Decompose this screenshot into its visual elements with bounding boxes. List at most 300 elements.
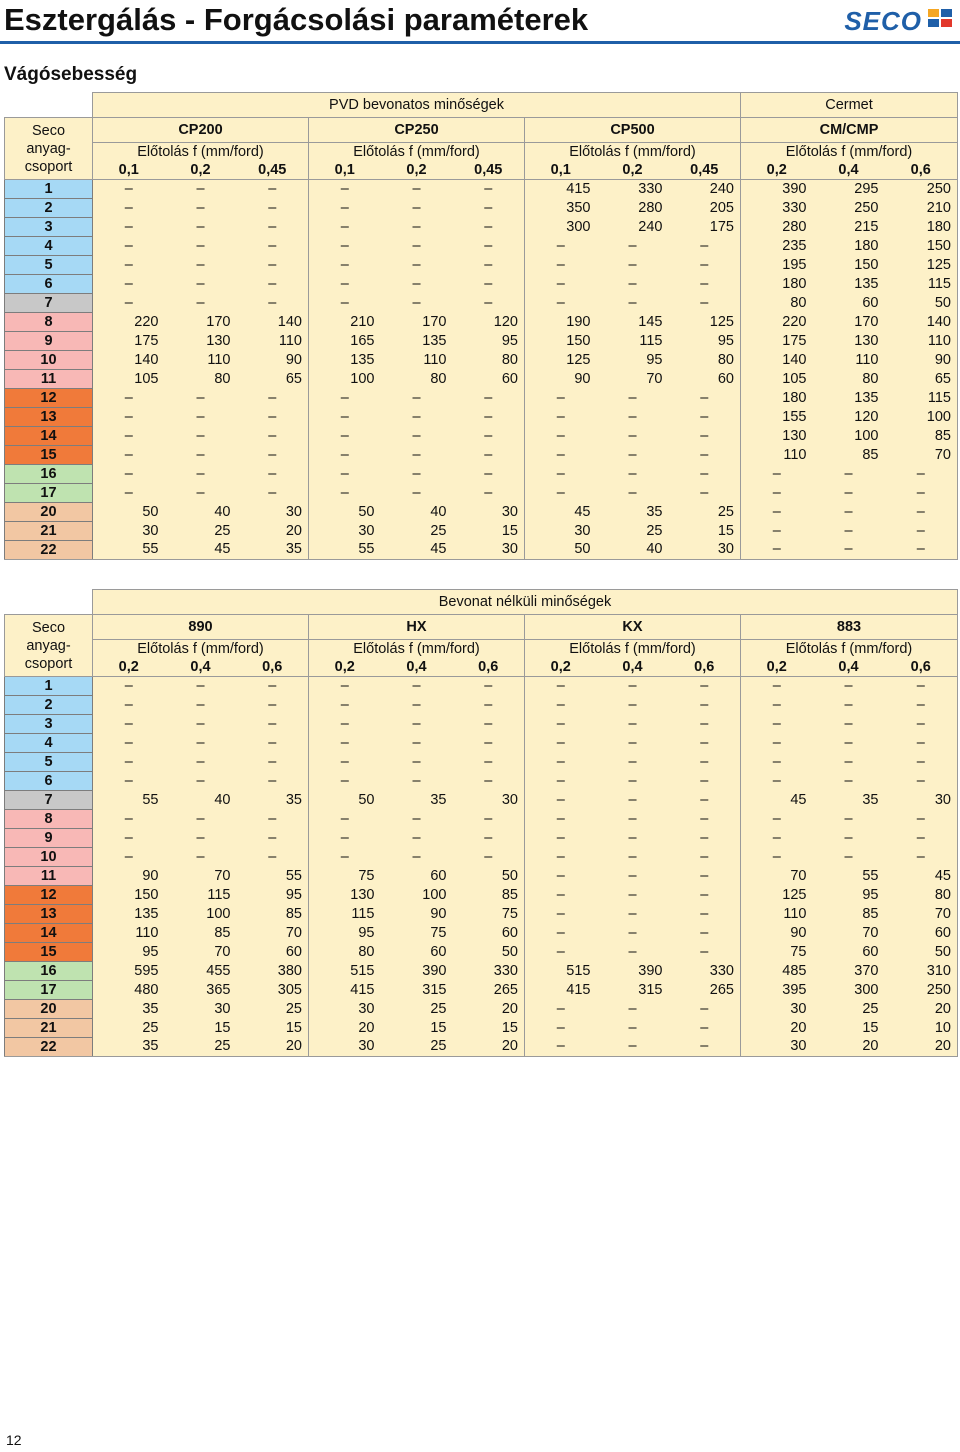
cutting-speed-value: – — [381, 753, 453, 772]
cutting-speed-value: – — [93, 218, 165, 237]
cutting-speed-value: 15 — [453, 1019, 525, 1038]
cutting-speed-value: – — [93, 180, 165, 199]
cutting-speed-value: – — [813, 465, 885, 484]
cutting-speed-value: 80 — [381, 370, 453, 389]
cutting-speed-value: – — [165, 677, 237, 696]
cutting-speed-value: 25 — [381, 1000, 453, 1019]
cutting-speed-value: – — [597, 848, 669, 867]
cutting-speed-value: 145 — [597, 313, 669, 332]
material-group: 11 — [5, 867, 93, 886]
cutting-speed-value: – — [669, 677, 741, 696]
cutting-speed-value: – — [93, 484, 165, 503]
cutting-speed-value: – — [165, 256, 237, 275]
page-number: 12 — [6, 1432, 22, 1448]
cutting-speed-value: – — [93, 427, 165, 446]
cutting-speed-value: – — [597, 772, 669, 791]
cutting-speed-value: – — [525, 275, 597, 294]
material-group: 22 — [5, 1038, 93, 1057]
feed-value: 0,4 — [813, 161, 885, 180]
cutting-speed-value: 70 — [741, 867, 813, 886]
cutting-speed-value: 60 — [669, 370, 741, 389]
material-group: 6 — [5, 772, 93, 791]
cutting-speed-value: – — [381, 199, 453, 218]
cutting-speed-value: 30 — [741, 1038, 813, 1057]
cutting-speed-value: – — [669, 465, 741, 484]
cutting-speed-value: 40 — [381, 503, 453, 522]
cutting-speed-value: – — [309, 465, 381, 484]
cutting-speed-value: 220 — [741, 313, 813, 332]
cutting-speed-value: 455 — [165, 962, 237, 981]
cutting-speed-value: 140 — [237, 313, 309, 332]
feed-value: 0,2 — [741, 161, 813, 180]
cutting-speed-value: 175 — [669, 218, 741, 237]
cutting-speed-value: 180 — [741, 389, 813, 408]
cutting-speed-value: 30 — [309, 1038, 381, 1057]
material-group: 8 — [5, 810, 93, 829]
cutting-speed-value: – — [381, 848, 453, 867]
cutting-speed-value: 25 — [165, 1038, 237, 1057]
cutting-speed-value: – — [93, 446, 165, 465]
cutting-speed-value: – — [669, 734, 741, 753]
table-row — [5, 218, 958, 237]
cutting-speed-value: – — [597, 484, 669, 503]
feed-label-row — [5, 143, 958, 162]
cutting-speed-value: – — [813, 772, 885, 791]
cutting-speed-value: 15 — [453, 522, 525, 541]
cutting-speed-value: 95 — [237, 886, 309, 905]
cutting-speed-value: – — [93, 810, 165, 829]
cutting-speed-value: – — [165, 829, 237, 848]
grade-header-row — [5, 615, 958, 640]
cutting-speed-value: – — [453, 446, 525, 465]
cutting-speed-value: 65 — [237, 370, 309, 389]
cutting-speed-value: – — [237, 810, 309, 829]
cutting-speed-value: 330 — [453, 962, 525, 981]
cutting-speed-value: 35 — [93, 1038, 165, 1057]
cutting-speed-value: 280 — [741, 218, 813, 237]
cutting-speed-value: 100 — [381, 886, 453, 905]
cutting-speed-value: – — [453, 389, 525, 408]
cutting-speed-value: – — [525, 1000, 597, 1019]
feed-value: 0,4 — [813, 658, 885, 677]
cutting-speed-value: – — [669, 772, 741, 791]
cutting-speed-value: 150 — [93, 886, 165, 905]
cutting-speed-value: 45 — [741, 791, 813, 810]
cutting-speed-value: – — [381, 427, 453, 446]
cutting-speed-value: 85 — [453, 886, 525, 905]
grade-header: CP250 — [309, 118, 525, 143]
cutting-speed-value: 15 — [381, 1019, 453, 1038]
cutting-speed-value: 170 — [813, 313, 885, 332]
cutting-speed-value: – — [381, 294, 453, 313]
cutting-speed-value: 130 — [741, 427, 813, 446]
cutting-speed-value: – — [93, 275, 165, 294]
cutting-speed-value: – — [381, 408, 453, 427]
cutting-speed-value: – — [885, 677, 958, 696]
cutting-speed-value: – — [381, 734, 453, 753]
cutting-speed-value: – — [309, 848, 381, 867]
cutting-speed-value: – — [525, 408, 597, 427]
cutting-speed-value: – — [597, 294, 669, 313]
cutting-speed-value: 70 — [165, 867, 237, 886]
cutting-speed-value: 45 — [525, 503, 597, 522]
feed-value: 0,45 — [453, 161, 525, 180]
material-group: 4 — [5, 734, 93, 753]
cutting-speed-value: 115 — [165, 886, 237, 905]
cutting-speed-value: – — [309, 294, 381, 313]
feed-value: 0,45 — [237, 161, 309, 180]
feed-value: 0,2 — [93, 658, 165, 677]
table-row — [5, 180, 958, 199]
cutting-speed-value: 250 — [885, 981, 958, 1000]
cutting-speed-value: – — [597, 427, 669, 446]
cutting-speed-value: – — [381, 829, 453, 848]
grade-header: 883 — [741, 615, 958, 640]
cutting-speed-value: 165 — [309, 332, 381, 351]
table-row — [5, 465, 958, 484]
cutting-speed-value: 80 — [885, 886, 958, 905]
cutting-speed-value: 15 — [165, 1019, 237, 1038]
material-group-label-line: anyag- — [26, 637, 71, 654]
material-group: 13 — [5, 905, 93, 924]
cutting-speed-value: – — [813, 829, 885, 848]
cutting-speed-value: 25 — [93, 1019, 165, 1038]
cutting-speed-value: – — [93, 389, 165, 408]
cutting-speed-value: – — [597, 715, 669, 734]
cutting-speed-value: – — [453, 734, 525, 753]
cutting-speed-value: 40 — [165, 791, 237, 810]
cutting-speed-value: – — [93, 294, 165, 313]
cutting-speed-value: 20 — [453, 1038, 525, 1057]
cutting-speed-value: 140 — [93, 351, 165, 370]
cutting-speed-value: – — [381, 180, 453, 199]
cutting-speed-value: – — [597, 465, 669, 484]
cutting-speed-value: 390 — [597, 962, 669, 981]
feed-value: 0,2 — [597, 161, 669, 180]
cutting-speed-value: – — [597, 256, 669, 275]
material-group: 7 — [5, 294, 93, 313]
cutting-speed-value: 25 — [669, 503, 741, 522]
material-group: 3 — [5, 218, 93, 237]
cutting-speed-value: – — [885, 715, 958, 734]
cutting-speed-value: 50 — [309, 503, 381, 522]
table-row — [5, 294, 958, 313]
material-group: 1 — [5, 180, 93, 199]
material-group-label-line: csoport — [24, 158, 73, 175]
cutting-speed-value: – — [165, 810, 237, 829]
cutting-speed-value: 20 — [237, 1038, 309, 1057]
cutting-speed-value: – — [237, 677, 309, 696]
cutting-speed-value: – — [597, 1019, 669, 1038]
cutting-speed-value: – — [525, 294, 597, 313]
feed-values-row — [5, 161, 958, 180]
cutting-speed-value: 80 — [669, 351, 741, 370]
material-group: 5 — [5, 753, 93, 772]
cutting-speed-value: 170 — [165, 313, 237, 332]
material-group: 20 — [5, 503, 93, 522]
cutting-speed-value: 115 — [885, 389, 958, 408]
cutting-speed-value: 15 — [813, 1019, 885, 1038]
cutting-speed-value: – — [453, 753, 525, 772]
cutting-speed-value: – — [525, 237, 597, 256]
material-group: 8 — [5, 313, 93, 332]
feed-values-row — [5, 658, 958, 677]
cutting-speed-value: – — [669, 829, 741, 848]
cutting-speed-value: – — [309, 484, 381, 503]
cutting-speed-value: 35 — [813, 791, 885, 810]
cutting-speed-value: 55 — [237, 867, 309, 886]
material-group: 2 — [5, 696, 93, 715]
header-rule — [0, 41, 960, 44]
cutting-speed-value: 110 — [813, 351, 885, 370]
cutting-speed-value: 190 — [525, 313, 597, 332]
cutting-speed-value: – — [165, 427, 237, 446]
cutting-speed-value: 35 — [597, 503, 669, 522]
cutting-speed-value: 30 — [453, 503, 525, 522]
cutting-speed-value: – — [309, 715, 381, 734]
cutting-speed-value: 60 — [453, 924, 525, 943]
cutting-speed-value: – — [165, 715, 237, 734]
cutting-speed-value: – — [453, 256, 525, 275]
cutting-speed-value: 330 — [741, 199, 813, 218]
cutting-speed-value: – — [165, 696, 237, 715]
cutting-speed-value: – — [669, 275, 741, 294]
cutting-speed-value: – — [669, 294, 741, 313]
cutting-speed-value: 30 — [669, 541, 741, 560]
cutting-speed-value: 30 — [93, 522, 165, 541]
material-group: 4 — [5, 237, 93, 256]
feed-value: 0,6 — [453, 658, 525, 677]
feed-label: Előtolás f (mm/ford) — [525, 640, 741, 659]
cutting-speed-value: 250 — [885, 180, 958, 199]
cutting-speed-value: – — [453, 199, 525, 218]
table-row — [5, 522, 958, 541]
table-row — [5, 237, 958, 256]
cutting-speed-value: 595 — [93, 962, 165, 981]
cutting-speed-value: – — [381, 465, 453, 484]
cutting-speed-value: 55 — [93, 791, 165, 810]
cutting-speed-value: 180 — [813, 237, 885, 256]
table-row — [5, 370, 958, 389]
cutting-speed-value: – — [669, 408, 741, 427]
cutting-speed-value: 25 — [165, 522, 237, 541]
cutting-speed-value: 30 — [165, 1000, 237, 1019]
material-group: 10 — [5, 848, 93, 867]
grade-header: 890 — [93, 615, 309, 640]
cutting-speed-value: 60 — [813, 294, 885, 313]
cutting-speed-value: – — [237, 446, 309, 465]
table-row — [5, 199, 958, 218]
cutting-speed-value: – — [381, 696, 453, 715]
cutting-speed-value: – — [813, 696, 885, 715]
cutting-speed-value: – — [597, 696, 669, 715]
cutting-speed-value: – — [309, 829, 381, 848]
cutting-speed-value: 100 — [309, 370, 381, 389]
feed-value: 0,2 — [741, 658, 813, 677]
feed-label: Előtolás f (mm/ford) — [741, 640, 958, 659]
cutting-speed-value: – — [309, 218, 381, 237]
cutting-speed-value: – — [381, 715, 453, 734]
cutting-speed-value: 60 — [813, 943, 885, 962]
cutting-speed-value: 100 — [165, 905, 237, 924]
table-row — [5, 734, 958, 753]
cutting-speed-value: – — [237, 772, 309, 791]
cutting-speed-value: – — [453, 275, 525, 294]
cutting-speed-value: 40 — [165, 503, 237, 522]
cutting-speed-value: 110 — [237, 332, 309, 351]
cutting-speed-value: 135 — [381, 332, 453, 351]
table-row — [5, 1019, 958, 1038]
cutting-speed-value: – — [453, 180, 525, 199]
cutting-speed-value: – — [381, 256, 453, 275]
cutting-speed-value: 30 — [453, 541, 525, 560]
cutting-speed-value: – — [669, 256, 741, 275]
cutting-speed-value: – — [453, 484, 525, 503]
cutting-speed-value: – — [381, 389, 453, 408]
cutting-speed-value: – — [309, 237, 381, 256]
cutting-speed-value: 110 — [741, 446, 813, 465]
grade-header-row — [5, 118, 958, 143]
cutting-speed-value: 415 — [525, 180, 597, 199]
cutting-speed-value: – — [453, 427, 525, 446]
table-row — [5, 484, 958, 503]
table-row — [5, 829, 958, 848]
table-row — [5, 772, 958, 791]
cutting-speed-value: – — [525, 848, 597, 867]
cutting-speed-value: – — [885, 522, 958, 541]
cutting-speed-value: 85 — [885, 427, 958, 446]
cutting-speed-value: 130 — [309, 886, 381, 905]
table-row — [5, 753, 958, 772]
cutting-speed-value: – — [597, 791, 669, 810]
cutting-speed-value: 240 — [669, 180, 741, 199]
table-row — [5, 256, 958, 275]
cutting-speed-value: – — [669, 943, 741, 962]
cutting-speed-value: – — [93, 753, 165, 772]
cutting-speed-value: – — [381, 677, 453, 696]
cutting-speed-value: – — [165, 446, 237, 465]
cutting-speed-value: – — [453, 696, 525, 715]
cutting-speed-value: 205 — [669, 199, 741, 218]
cutting-speed-value: 125 — [669, 313, 741, 332]
cutting-speed-value: 265 — [669, 981, 741, 1000]
grade-header: CP200 — [93, 118, 309, 143]
cutting-speed-value: 20 — [741, 1019, 813, 1038]
cutting-speed-value: – — [237, 465, 309, 484]
feed-value: 0,4 — [381, 658, 453, 677]
cutting-speed-value: – — [381, 218, 453, 237]
cutting-speed-value: – — [237, 829, 309, 848]
cutting-speed-value: 135 — [813, 275, 885, 294]
cutting-speed-value: 330 — [669, 962, 741, 981]
cutting-speed-value: – — [165, 199, 237, 218]
feed-value: 0,6 — [237, 658, 309, 677]
seco-logo-mark-icon — [928, 9, 952, 27]
cutting-speed-value: 95 — [453, 332, 525, 351]
cutting-speed-value: 70 — [237, 924, 309, 943]
table-row — [5, 810, 958, 829]
cutting-speed-value: – — [309, 696, 381, 715]
feed-value: 0,1 — [525, 161, 597, 180]
cutting-speed-value: 90 — [525, 370, 597, 389]
cutting-speed-value: 30 — [885, 791, 958, 810]
cutting-speed-value: – — [525, 905, 597, 924]
cutting-speed-value: – — [453, 810, 525, 829]
cutting-speed-value: 195 — [741, 256, 813, 275]
table-row — [5, 715, 958, 734]
cutting-speed-value: – — [813, 734, 885, 753]
cutting-speed-value: – — [885, 810, 958, 829]
cutting-speed-value: – — [525, 1019, 597, 1038]
cutting-speed-value: – — [93, 465, 165, 484]
table-row — [5, 332, 958, 351]
cutting-speed-value: – — [93, 715, 165, 734]
cutting-speed-value: 175 — [741, 332, 813, 351]
cutting-speed-value: 50 — [93, 503, 165, 522]
blank-corner — [5, 590, 93, 615]
material-group-label — [5, 615, 93, 677]
cutting-speed-value: 485 — [741, 962, 813, 981]
cutting-speed-value: – — [93, 677, 165, 696]
table-row — [5, 886, 958, 905]
cutting-speed-value: 130 — [165, 332, 237, 351]
feed-label: Előtolás f (mm/ford) — [309, 143, 525, 162]
cutting-speed-value: – — [669, 446, 741, 465]
cutting-speed-value: – — [381, 275, 453, 294]
cutting-speed-value: 80 — [813, 370, 885, 389]
table-row — [5, 696, 958, 715]
cutting-speed-value: – — [525, 446, 597, 465]
cutting-speed-value: – — [309, 256, 381, 275]
cutting-speed-value: 215 — [813, 218, 885, 237]
cutting-speed-value: 90 — [237, 351, 309, 370]
material-group: 15 — [5, 943, 93, 962]
cutting-speed-value: 130 — [813, 332, 885, 351]
material-group: 9 — [5, 829, 93, 848]
cutting-speed-value: – — [309, 734, 381, 753]
cutting-speed-value: – — [597, 408, 669, 427]
cutting-speed-value: – — [885, 465, 958, 484]
super-header-left: PVD bevonatos minőségek — [93, 93, 741, 118]
cutting-speed-value: – — [669, 1038, 741, 1057]
cutting-speed-value: 265 — [453, 981, 525, 1000]
cutting-speed-value: – — [165, 465, 237, 484]
cutting-speed-value: – — [237, 753, 309, 772]
cutting-speed-value: 155 — [741, 408, 813, 427]
table-row — [5, 905, 958, 924]
cutting-speed-value: – — [597, 753, 669, 772]
cutting-speed-value: – — [309, 389, 381, 408]
cutting-speed-value: – — [669, 848, 741, 867]
cutting-speed-value: 90 — [885, 351, 958, 370]
cutting-speed-value: – — [165, 275, 237, 294]
cutting-speed-value: 60 — [381, 867, 453, 886]
cutting-speed-value: 210 — [885, 199, 958, 218]
cutting-speed-value: – — [597, 943, 669, 962]
cutting-speed-value: – — [525, 1038, 597, 1057]
cutting-speed-value: – — [237, 484, 309, 503]
feed-value: 0,6 — [885, 658, 958, 677]
cutting-speed-value: 35 — [93, 1000, 165, 1019]
cutting-speed-value: – — [525, 715, 597, 734]
cutting-speed-value: 480 — [93, 981, 165, 1000]
cutting-speed-value: – — [165, 484, 237, 503]
material-group: 5 — [5, 256, 93, 275]
cutting-speed-value: 315 — [597, 981, 669, 1000]
cutting-speed-value: 45 — [885, 867, 958, 886]
cutting-speed-value: – — [813, 753, 885, 772]
cutting-speed-value: – — [381, 237, 453, 256]
